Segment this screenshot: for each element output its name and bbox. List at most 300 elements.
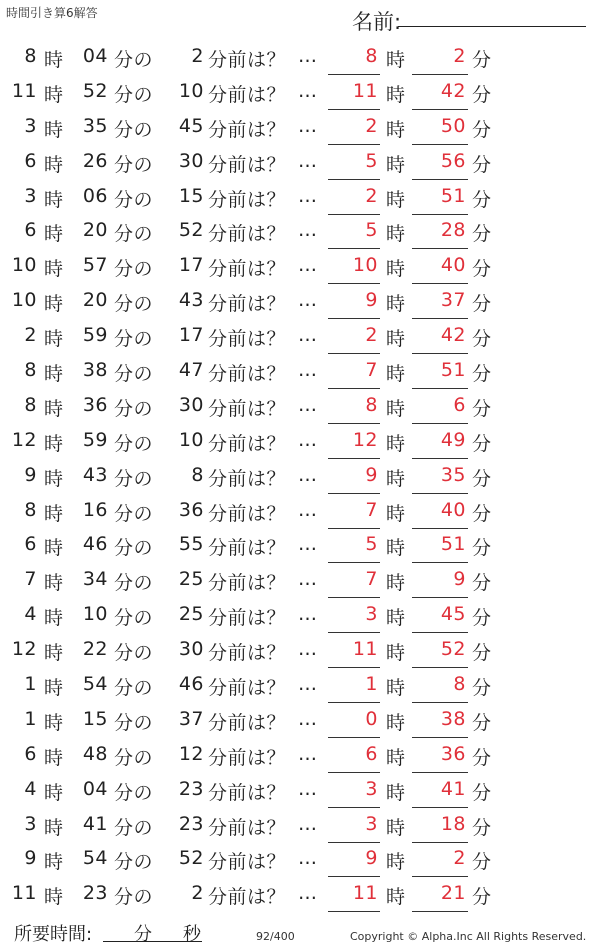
minutes-before-label: 分前は？ — [208, 432, 287, 455]
start-hour: 4 — [24, 777, 37, 800]
start-hour: 9 — [24, 463, 37, 486]
subtract-minutes: 10 — [178, 79, 204, 102]
ellipsis: … — [298, 79, 318, 102]
ellipsis: … — [298, 742, 318, 765]
answer-minute-label: 分 — [472, 677, 492, 700]
answer-hour-label: 時 — [386, 49, 406, 71]
ellipsis: … — [298, 673, 318, 696]
start-minute: 46 — [82, 533, 108, 556]
answer-hour: 8 — [328, 45, 380, 75]
subtract-minutes: 30 — [178, 393, 204, 416]
start-hour: 7 — [24, 568, 37, 591]
problem-row — [0, 772, 600, 807]
subtract-minutes: 45 — [178, 114, 204, 137]
answer-minute-label: 分 — [472, 502, 492, 525]
answer-hour-label: 時 — [386, 258, 406, 281]
problem-row — [0, 74, 600, 109]
answer-minute: 56 — [412, 150, 468, 180]
hour-label: 時 — [44, 153, 64, 176]
answer-hour-label: 時 — [386, 467, 406, 490]
hour-label: 時 — [44, 886, 64, 909]
minutes-before-label: 分前は？ — [208, 607, 287, 630]
answer-minute-label: 分 — [472, 49, 492, 71]
start-hour: 3 — [24, 114, 37, 137]
start-minute: 20 — [82, 289, 108, 312]
hour-label: 時 — [44, 328, 64, 351]
start-hour: 1 — [24, 707, 37, 730]
start-minute: 23 — [82, 882, 108, 905]
hour-label: 時 — [44, 607, 64, 630]
copyright: Copyright © Alpha.Inc All Rights Reserved. — [350, 930, 587, 943]
answer-minute: 37 — [412, 289, 468, 319]
minutes-before-label: 分前は？ — [208, 677, 287, 700]
answer-hour-label: 時 — [386, 816, 406, 839]
hour-label: 時 — [44, 502, 64, 525]
start-hour: 8 — [24, 498, 37, 521]
problem-rows — [0, 39, 600, 911]
hour-label: 時 — [44, 49, 64, 71]
subtract-minutes: 23 — [178, 812, 204, 835]
answer-hour: 1 — [328, 673, 380, 703]
answer-hour: 8 — [328, 394, 380, 424]
hour-label: 時 — [44, 781, 64, 804]
start-minute: 41 — [82, 812, 108, 835]
ellipsis: … — [298, 254, 318, 277]
start-minute: 06 — [82, 184, 108, 207]
answer-minute-label: 分 — [472, 363, 492, 386]
minutes-before-label: 分前は？ — [208, 746, 287, 769]
problem-row — [0, 527, 600, 562]
subtract-minutes: 2 — [191, 882, 204, 905]
minute-of-label: 分の — [114, 328, 154, 351]
problem-row — [0, 39, 600, 74]
minutes-before-label: 分前は？ — [208, 886, 287, 909]
answer-minute-label: 分 — [472, 572, 492, 595]
ellipsis: … — [298, 707, 318, 730]
minute-of-label: 分の — [114, 83, 154, 106]
problem-row — [0, 737, 600, 772]
start-hour: 8 — [24, 393, 37, 416]
ellipsis: … — [298, 184, 318, 207]
problem-row — [0, 388, 600, 423]
answer-hour-label: 時 — [386, 397, 406, 420]
problem-row — [0, 702, 600, 737]
problem-row — [0, 667, 600, 702]
ellipsis: … — [298, 45, 318, 67]
name-line — [398, 26, 586, 27]
subtract-minutes: 52 — [178, 847, 204, 870]
ellipsis: … — [298, 463, 318, 486]
minutes-before-label: 分前は？ — [208, 711, 287, 734]
ellipsis: … — [298, 114, 318, 137]
subtract-minutes: 47 — [178, 359, 204, 382]
answer-minute: 42 — [412, 80, 468, 110]
ellipsis: … — [298, 638, 318, 661]
answer-minute: 45 — [412, 603, 468, 633]
answer-hour: 3 — [328, 813, 380, 843]
start-hour: 12 — [11, 638, 37, 661]
answer-hour: 3 — [328, 778, 380, 808]
answer-hour-label: 時 — [386, 188, 406, 211]
start-minute: 04 — [82, 45, 108, 67]
start-minute: 35 — [82, 114, 108, 137]
hour-label: 時 — [44, 293, 64, 316]
answer-hour-label: 時 — [386, 851, 406, 874]
start-hour: 6 — [24, 149, 37, 172]
minute-of-label: 分の — [114, 223, 154, 246]
minutes-before-label: 分前は？ — [208, 83, 287, 106]
answer-minute-label: 分 — [472, 153, 492, 176]
problem-row — [0, 179, 600, 214]
answer-hour: 0 — [328, 708, 380, 738]
start-hour: 10 — [11, 254, 37, 277]
answer-minute-label: 分 — [472, 711, 492, 734]
hour-label: 時 — [44, 572, 64, 595]
start-hour: 12 — [11, 428, 37, 451]
ellipsis: … — [298, 324, 318, 347]
minutes-before-label: 分前は？ — [208, 467, 287, 490]
minutes-before-label: 分前は？ — [208, 572, 287, 595]
start-hour: 8 — [24, 45, 37, 67]
hour-label: 時 — [44, 851, 64, 874]
answer-hour-label: 時 — [386, 746, 406, 769]
minute-of-label: 分の — [114, 363, 154, 386]
ellipsis: … — [298, 568, 318, 591]
problem-row — [0, 423, 600, 458]
minute-of-label: 分の — [114, 502, 154, 525]
start-minute: 43 — [82, 463, 108, 486]
ellipsis: … — [298, 777, 318, 800]
answer-minute: 52 — [412, 638, 468, 668]
minute-of-label: 分の — [114, 467, 154, 490]
hour-label: 時 — [44, 642, 64, 665]
problem-row — [0, 597, 600, 632]
minutes-before-label: 分前は？ — [208, 851, 287, 874]
required-time-minutes-label: 分 — [134, 924, 152, 945]
hour-label: 時 — [44, 746, 64, 769]
minutes-before-label: 分前は？ — [208, 49, 287, 71]
answer-minute: 18 — [412, 813, 468, 843]
start-minute: 59 — [82, 324, 108, 347]
subtract-minutes: 10 — [178, 428, 204, 451]
answer-hour: 7 — [328, 359, 380, 389]
answer-hour: 5 — [328, 219, 380, 249]
subtract-minutes: 55 — [178, 533, 204, 556]
hour-label: 時 — [44, 711, 64, 734]
answer-minute: 6 — [412, 394, 468, 424]
start-minute: 16 — [82, 498, 108, 521]
hour-label: 時 — [44, 816, 64, 839]
minute-of-label: 分の — [114, 746, 154, 769]
answer-minute-label: 分 — [472, 851, 492, 874]
answer-hour: 5 — [328, 533, 380, 563]
answer-hour-label: 時 — [386, 572, 406, 595]
subtract-minutes: 2 — [191, 45, 204, 67]
start-minute: 57 — [82, 254, 108, 277]
start-minute: 10 — [82, 603, 108, 626]
start-hour: 11 — [11, 79, 37, 102]
answer-hour: 9 — [328, 289, 380, 319]
answer-minute: 50 — [412, 115, 468, 145]
minutes-before-label: 分前は？ — [208, 293, 287, 316]
start-hour: 9 — [24, 847, 37, 870]
ellipsis: … — [298, 498, 318, 521]
hour-label: 時 — [44, 467, 64, 490]
start-minute: 52 — [82, 79, 108, 102]
worksheet-title: 時間引き算6解答 — [6, 6, 98, 20]
minute-of-label: 分の — [114, 886, 154, 909]
subtract-minutes: 37 — [178, 707, 204, 730]
answer-hour-label: 時 — [386, 537, 406, 560]
answer-hour-label: 時 — [386, 607, 406, 630]
answer-minute-label: 分 — [472, 258, 492, 281]
subtract-minutes: 8 — [191, 463, 204, 486]
answer-hour-label: 時 — [386, 328, 406, 351]
answer-hour-label: 時 — [386, 781, 406, 804]
answer-minute-label: 分 — [472, 328, 492, 351]
answer-minute: 8 — [412, 673, 468, 703]
subtract-minutes: 17 — [178, 324, 204, 347]
minute-of-label: 分の — [114, 397, 154, 420]
answer-minute-label: 分 — [472, 83, 492, 106]
subtract-minutes: 46 — [178, 673, 204, 696]
start-minute: 54 — [82, 673, 108, 696]
hour-label: 時 — [44, 537, 64, 560]
ellipsis: … — [298, 812, 318, 835]
hour-label: 時 — [44, 397, 64, 420]
answer-hour: 7 — [328, 568, 380, 598]
answer-hour: 3 — [328, 603, 380, 633]
answer-minute-label: 分 — [472, 432, 492, 455]
minute-of-label: 分の — [114, 432, 154, 455]
answer-hour-label: 時 — [386, 886, 406, 909]
hour-label: 時 — [44, 258, 64, 281]
answer-hour: 6 — [328, 743, 380, 773]
answer-minute: 2 — [412, 847, 468, 877]
problem-row — [0, 458, 600, 493]
answer-minute-label: 分 — [472, 467, 492, 490]
problem-row — [0, 353, 600, 388]
ellipsis: … — [298, 847, 318, 870]
answer-hour-label: 時 — [386, 363, 406, 386]
answer-hour: 9 — [328, 464, 380, 494]
required-time-seconds-label: 秒 — [183, 924, 201, 945]
problem-row — [0, 213, 600, 248]
start-hour: 2 — [24, 324, 37, 347]
minute-of-label: 分の — [114, 851, 154, 874]
answer-hour: 11 — [328, 80, 380, 110]
answer-hour-label: 時 — [386, 642, 406, 665]
answer-minute-label: 分 — [472, 781, 492, 804]
minutes-before-label: 分前は？ — [208, 153, 287, 176]
start-minute: 34 — [82, 568, 108, 591]
ellipsis: … — [298, 219, 318, 242]
start-hour: 3 — [24, 184, 37, 207]
answer-minute: 36 — [412, 743, 468, 773]
answer-minute: 51 — [412, 185, 468, 215]
hour-label: 時 — [44, 432, 64, 455]
ellipsis: … — [298, 428, 318, 451]
minute-of-label: 分の — [114, 293, 154, 316]
answer-minute: 40 — [412, 254, 468, 284]
minutes-before-label: 分前は？ — [208, 502, 287, 525]
ellipsis: … — [298, 289, 318, 312]
subtract-minutes: 17 — [178, 254, 204, 277]
minutes-before-label: 分前は？ — [208, 642, 287, 665]
start-hour: 11 — [11, 882, 37, 905]
minute-of-label: 分の — [114, 153, 154, 176]
answer-minute-label: 分 — [472, 537, 492, 560]
answer-minute: 51 — [412, 533, 468, 563]
name-label: 名前: — [352, 10, 402, 34]
minutes-before-label: 分前は？ — [208, 363, 287, 386]
hour-label: 時 — [44, 83, 64, 106]
hour-label: 時 — [44, 223, 64, 246]
page-number: 92/400 — [256, 930, 295, 943]
answer-minute: 9 — [412, 568, 468, 598]
problem-row — [0, 283, 600, 318]
problem-row — [0, 876, 600, 911]
answer-hour-label: 時 — [386, 432, 406, 455]
subtract-minutes: 30 — [178, 149, 204, 172]
answer-minute-label: 分 — [472, 642, 492, 665]
ellipsis: … — [298, 149, 318, 172]
problem-row — [0, 807, 600, 842]
problem-row — [0, 841, 600, 876]
answer-hour: 11 — [328, 882, 380, 912]
answer-hour: 5 — [328, 150, 380, 180]
subtract-minutes: 12 — [178, 742, 204, 765]
hour-label: 時 — [44, 188, 64, 211]
problem-row — [0, 562, 600, 597]
answer-hour: 2 — [328, 185, 380, 215]
start-minute: 36 — [82, 393, 108, 416]
answer-minute: 28 — [412, 219, 468, 249]
ellipsis: … — [298, 393, 318, 416]
answer-hour-label: 時 — [386, 502, 406, 525]
minute-of-label: 分の — [114, 816, 154, 839]
minute-of-label: 分の — [114, 118, 154, 141]
start-minute: 48 — [82, 742, 108, 765]
answer-minute: 38 — [412, 708, 468, 738]
minutes-before-label: 分前は？ — [208, 188, 287, 211]
minute-of-label: 分の — [114, 188, 154, 211]
minutes-before-label: 分前は？ — [208, 537, 287, 560]
minutes-before-label: 分前は？ — [208, 397, 287, 420]
start-hour: 4 — [24, 603, 37, 626]
ellipsis: … — [298, 533, 318, 556]
minute-of-label: 分の — [114, 572, 154, 595]
answer-hour-label: 時 — [386, 293, 406, 316]
start-minute: 26 — [82, 149, 108, 172]
minutes-before-label: 分前は？ — [208, 223, 287, 246]
start-hour: 6 — [24, 219, 37, 242]
hour-label: 時 — [44, 677, 64, 700]
answer-hour: 2 — [328, 115, 380, 145]
answer-minute-label: 分 — [472, 397, 492, 420]
start-hour: 6 — [24, 742, 37, 765]
minute-of-label: 分の — [114, 49, 154, 71]
subtract-minutes: 36 — [178, 498, 204, 521]
subtract-minutes: 52 — [178, 219, 204, 242]
answer-hour: 9 — [328, 847, 380, 877]
minutes-before-label: 分前は？ — [208, 328, 287, 351]
minute-of-label: 分の — [114, 677, 154, 700]
answer-hour-label: 時 — [386, 153, 406, 176]
start-hour: 8 — [24, 359, 37, 382]
problem-row — [0, 248, 600, 283]
answer-minute-label: 分 — [472, 886, 492, 909]
answer-hour: 7 — [328, 499, 380, 529]
minute-of-label: 分の — [114, 642, 154, 665]
ellipsis: … — [298, 882, 318, 905]
minute-of-label: 分の — [114, 607, 154, 630]
answer-hour-label: 時 — [386, 223, 406, 246]
subtract-minutes: 30 — [178, 638, 204, 661]
answer-hour-label: 時 — [386, 677, 406, 700]
answer-minute-label: 分 — [472, 293, 492, 316]
problem-row — [0, 318, 600, 353]
answer-minute: 2 — [412, 45, 468, 75]
start-minute: 38 — [82, 359, 108, 382]
start-hour: 6 — [24, 533, 37, 556]
answer-hour: 12 — [328, 429, 380, 459]
minutes-before-label: 分前は？ — [208, 781, 287, 804]
start-minute: 22 — [82, 638, 108, 661]
minutes-before-label: 分前は？ — [208, 118, 287, 141]
start-hour: 3 — [24, 812, 37, 835]
answer-minute-label: 分 — [472, 746, 492, 769]
answer-minute: 35 — [412, 464, 468, 494]
problem-row — [0, 109, 600, 144]
problem-row — [0, 144, 600, 179]
answer-hour: 11 — [328, 638, 380, 668]
minute-of-label: 分の — [114, 258, 154, 281]
ellipsis: … — [298, 359, 318, 382]
subtract-minutes: 25 — [178, 568, 204, 591]
answer-hour-label: 時 — [386, 118, 406, 141]
answer-minute: 41 — [412, 778, 468, 808]
answer-hour-label: 時 — [386, 711, 406, 734]
start-minute: 20 — [82, 219, 108, 242]
subtract-minutes: 23 — [178, 777, 204, 800]
minutes-before-label: 分前は？ — [208, 258, 287, 281]
hour-label: 時 — [44, 363, 64, 386]
start-hour: 1 — [24, 673, 37, 696]
start-minute: 54 — [82, 847, 108, 870]
answer-minute-label: 分 — [472, 223, 492, 246]
answer-minute: 42 — [412, 324, 468, 354]
answer-minute-label: 分 — [472, 188, 492, 211]
answer-hour: 10 — [328, 254, 380, 284]
answer-minute-label: 分 — [472, 118, 492, 141]
answer-hour: 2 — [328, 324, 380, 354]
start-minute: 15 — [82, 707, 108, 730]
answer-minute: 21 — [412, 882, 468, 912]
ellipsis: … — [298, 603, 318, 626]
start-hour: 10 — [11, 289, 37, 312]
subtract-minutes: 15 — [178, 184, 204, 207]
start-minute: 04 — [82, 777, 108, 800]
answer-minute-label: 分 — [472, 607, 492, 630]
hour-label: 時 — [44, 118, 64, 141]
required-time-label: 所要時間: — [14, 924, 93, 945]
answer-minute: 49 — [412, 429, 468, 459]
minute-of-label: 分の — [114, 711, 154, 734]
problem-row — [0, 493, 600, 528]
answer-minute-label: 分 — [472, 816, 492, 839]
minute-of-label: 分の — [114, 781, 154, 804]
